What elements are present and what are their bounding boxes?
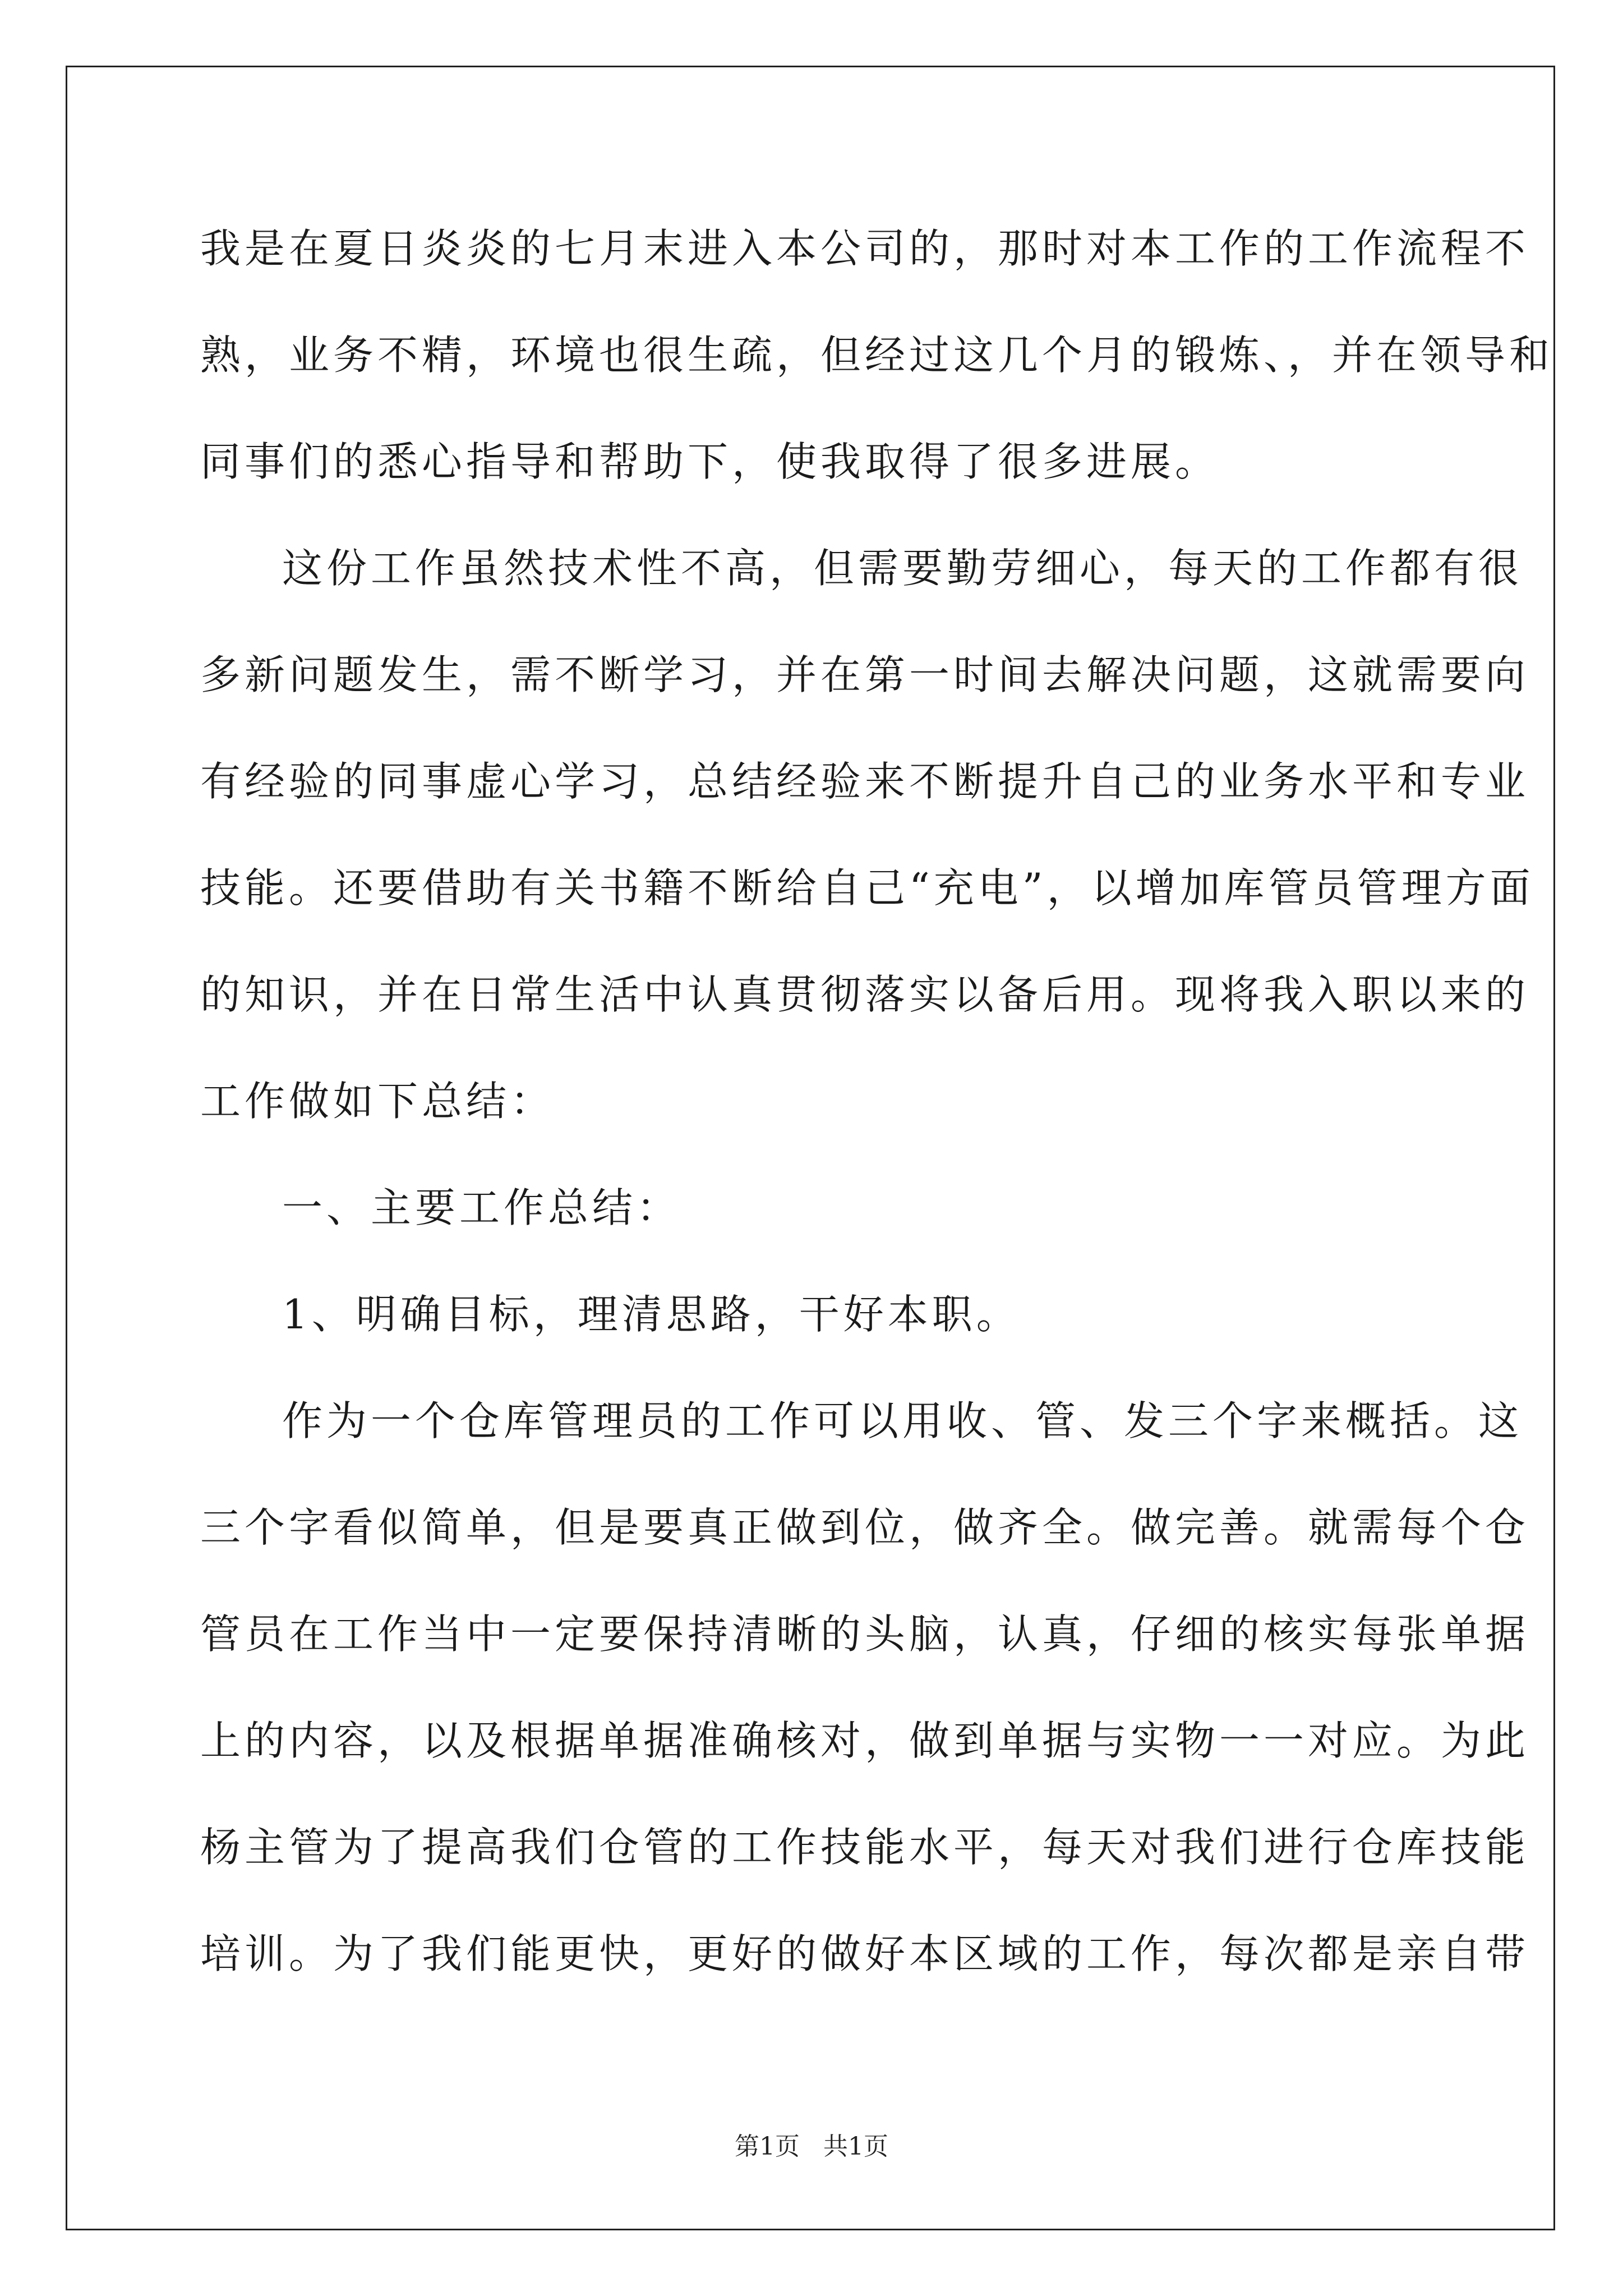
text-line-2: 熟，业务不精，环境也很生疏，但经过这几个月的锻炼、，并在领导和 bbox=[200, 332, 1554, 379]
text-line-4: 这份工作虽然技术性不高，但需要勤劳细心，每天的工作都有很 bbox=[282, 545, 1523, 592]
page-footer bbox=[0, 2126, 1623, 2162]
page-number: 第1页 bbox=[735, 2132, 800, 2161]
subsection-heading: 1、明确目标，理清思路，干好本职。 bbox=[282, 1291, 1021, 1338]
text-line-3: 同事们的悉心指导和帮助下，使我取得了很多进展。 bbox=[200, 438, 1220, 485]
text-line-14: 管员在工作当中一定要保持清晰的头脑，认真，仔细的核实每张单据 bbox=[200, 1611, 1530, 1658]
text-line-9: 工作做如下总结： bbox=[200, 1078, 555, 1125]
section-heading: 一、主要工作总结： bbox=[282, 1184, 681, 1231]
text-line-6: 有经验的同事虚心学习，总结经验来不断提升自己的业务水平和专业 bbox=[200, 758, 1530, 805]
text-line-8: 的知识，并在日常生活中认真贯彻落实以备后用。现将我入职以来的 bbox=[200, 971, 1530, 1018]
page-total: 共1页 bbox=[823, 2132, 888, 2161]
text-line-7: 技能。还要借助有关书籍不断给自己“充电”，以增加库管员管理方面 bbox=[200, 864, 1534, 912]
text-line-13: 三个字看似简单，但是要真正做到位，做齐全。做完善。就需每个仓 bbox=[200, 1504, 1530, 1551]
text-line-17: 培训。为了我们能更快，更好的做好本区域的工作，每次都是亲自带 bbox=[200, 1930, 1530, 1977]
document-body bbox=[200, 215, 1554, 2027]
text-line-5: 多新问题发生，需不断学习，并在第一时间去解决问题，这就需要向 bbox=[200, 651, 1530, 698]
text-line-1: 我是在夏日炎炎的七月末进入本公司的，那时对本工作的工作流程不 bbox=[200, 225, 1530, 272]
text-line-16: 杨主管为了提高我们仓管的工作技能水平，每天对我们进行仓库技能 bbox=[200, 1824, 1530, 1871]
text-line-12: 作为一个仓库管理员的工作可以用收、管、发三个字来概括。这 bbox=[282, 1397, 1523, 1444]
text-line-15: 上的内容，以及根据单据准确核对，做到单据与实物一一对应。为此 bbox=[200, 1717, 1530, 1764]
